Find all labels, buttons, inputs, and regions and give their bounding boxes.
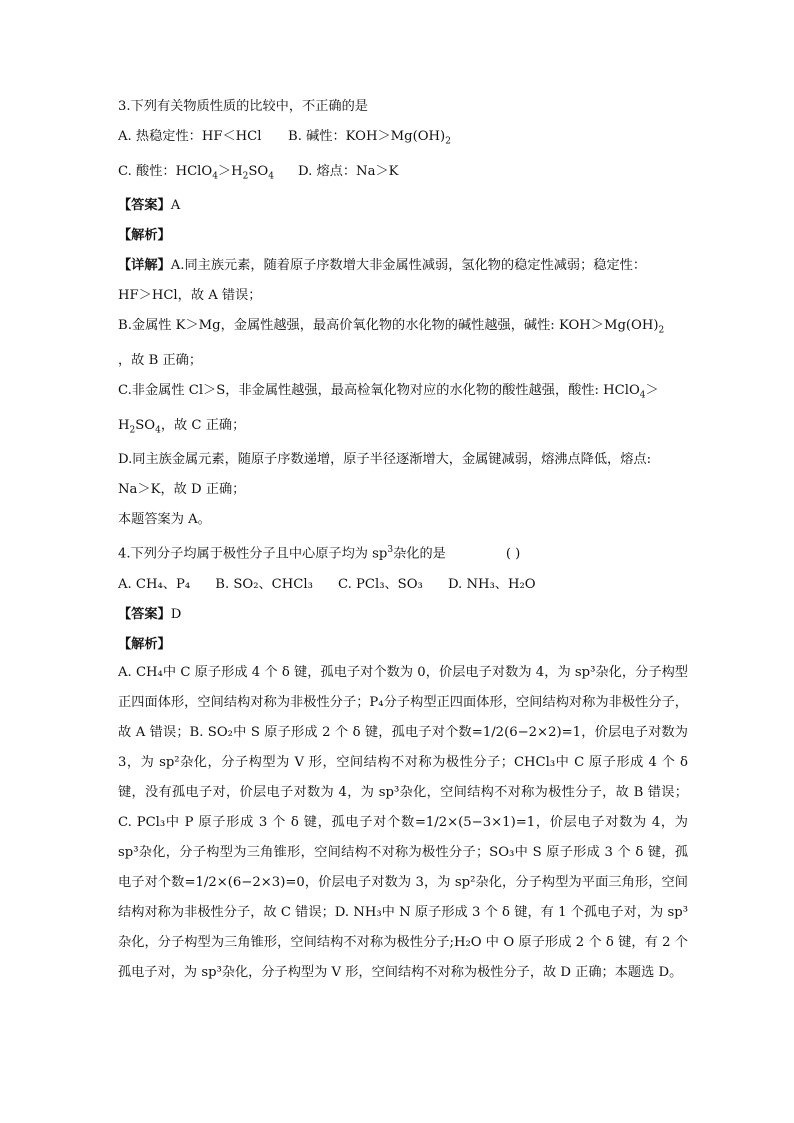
document-page [118,98,688,988]
q3-detail-b-line1: B.金属性 K＞Mg，金属性越强，最高价氧化物的水化物的碱性越强，碱性: $KOH>Mg(OH)_2$ [118,318,665,336]
q4-answer: 【答案】D [118,606,182,622]
q3-analysis-heading: 【解析】 [118,228,171,244]
q4-options: A. CH₄、P₄ B. SO₂、CHCl₃ C. PCl₃、SO₃ D. NH₃、H₂O [118,576,536,592]
q4-analysis-body: A. CH₄中 C 原子形成 4 个 δ 键，孤电子对个数为 0，价层电子对数为 4，为 sp³杂化，分子构型正四面体形，空间结构对称为非极性分子；P₄分子构型正四面体形，空间结构对称为非极性分子，故 A 错误；B. SO₂中 S 原子形成 2 个 δ 键，孤电子对个数=1/2(6−2×2)=1，价层电子对数为 3，为 sp²杂化，分子构型为 V 形，空间结构不对称为极性分子；CHCl₃中 C 原子形成 4 个 δ 键，没有孤电子对，价层电子对数为 4，为 sp³杂化，空间结构不对称为极性分子，故 B 错误；C. PCl₃中 P 原子形成 3 个 δ 键，孤电子对个数=1/2×(5−3×1)=1，价层电子对数为 4，为 sp³杂化，分子构型为三角锥形，空间结构不对称为极性分子；SO₃中 S 原子形成 3 个 δ 键，孤电子对个数=1/2×(6−2×3)=0，价层电子对数为 3，为 sp²杂化，分子构型为平面三角形，空间结构对称为非极性分子，故 C 错误；D. NH₃中 N 原子形成 3 个 δ 键，有 1 个孤电子对，为 sp³杂化，分子构型为三角锥形，空间结构不对称为极性分子;H₂O 中 O 原子形成 2 个 δ 键，有 2 个孤电子对，为 sp³杂化，分子构型为 V 形，空间结构不对称为极性分子，故 D 正确；本题选 D。 [118,664,688,980]
q3-detail-d-line2: Na＞K，故 D 正确； [118,482,246,498]
q3-options-ab [118,128,688,151]
q3-detail-a-line1: 【详解】A.同主族元素，随着原子序数增大非金属性减弱，氢化物的稳定性减弱；稳定性： [118,258,647,274]
q3-detail-c-line2: $H_2SO_4$，故 C 正确； [118,417,246,436]
q3-answer: 【答案】A [118,198,181,214]
q3-options-cd [118,163,688,186]
q3-detail-a-line2: HF＞HCl，故 A 错误； [118,288,262,304]
q3-stem: 3.下列有关物质性质的比较中，不正确的是 [118,99,368,114]
q3-option-b: B. 碱性：$KOH>Mg(OH)_2$ [288,129,451,147]
q3-option-a: A. 热稳定性：HF＜HCl [118,129,262,144]
q3-option-d: D. 熔点：Na＞K [298,163,399,179]
q3-detail-b-line2: ，故 B 正确； [118,352,203,368]
q4-analysis-heading: 【解析】 [118,636,171,652]
q3-detail-c-line1: C.非金属性 Cl＞S，非金属性越强，最高检氧化物对应的水化物的酸性越强，酸性: HClO$_4$＞ [118,382,659,401]
q3-conclusion: 本题答案为 A。 [118,512,211,528]
q3-detail-d-line1: D.同主族金属元素，随原子序数递增，原子半径逐渐增大，金属键减弱，熔沸点降低，熔点: [118,452,652,468]
q4-stem: 4.下列分子均属于极性分子且中心原子均为 $sp^3$杂化的是 ( ) [118,545,521,562]
q3-option-c: C. 酸性：$HClO_4>H_2SO_4$ [118,163,274,182]
